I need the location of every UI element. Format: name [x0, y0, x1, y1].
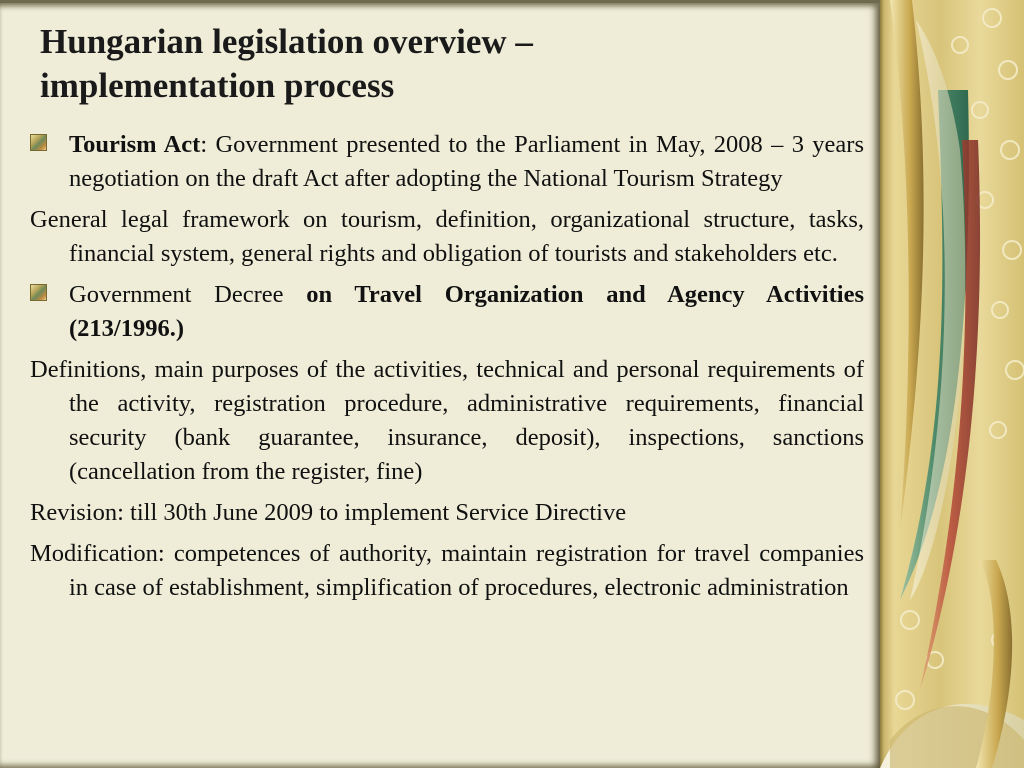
slide-title	[40, 20, 860, 108]
list-item-government-decree	[30, 278, 864, 346]
government-decree-lead: Government Decree	[69, 280, 307, 308]
slide-title-line-2: implementation process	[40, 66, 395, 105]
list-item-revision: Revision: till 30th June 2009 to implement Service Directive	[30, 499, 627, 527]
tourism-act-label: Tourism Act	[69, 131, 201, 158]
list-item-modification: Modification: competences of authority, maintain registration for travel companies in case of establishment, simplification of procedures, electronic administration	[30, 539, 864, 601]
square-bullet-icon	[30, 284, 47, 301]
square-bullet-icon	[30, 134, 47, 151]
decorative-pattern-icon	[880, 0, 1024, 768]
list-item-definitions: Definitions, main purposes of the activities, technical and personal requirements of the activity, registration procedure, administrative requirements, financial security (bank guarantee, insurance, deposit), inspections, sanctions (cancellation from the register, fine)	[30, 355, 864, 486]
tourism-act-text: : Government presented to the Parliament in May, 2008 – 3 years negotiation on the draft Act after adopting the National Tourism Strategy	[69, 131, 864, 193]
slide-body	[30, 128, 864, 612]
government-decree-title: on Travel Organization and Agency Activities (213/1996.)	[69, 280, 864, 343]
list-item-tourism-act	[30, 128, 864, 196]
slide-title-line-1: Hungarian legislation overview –	[40, 22, 533, 61]
decorative-side-panel	[880, 0, 1024, 768]
list-item-general-framework: General legal framework on tourism, definition, organizational structure, tasks, financial system, general rights and obligation of tourists and stakeholders etc.	[30, 205, 864, 268]
